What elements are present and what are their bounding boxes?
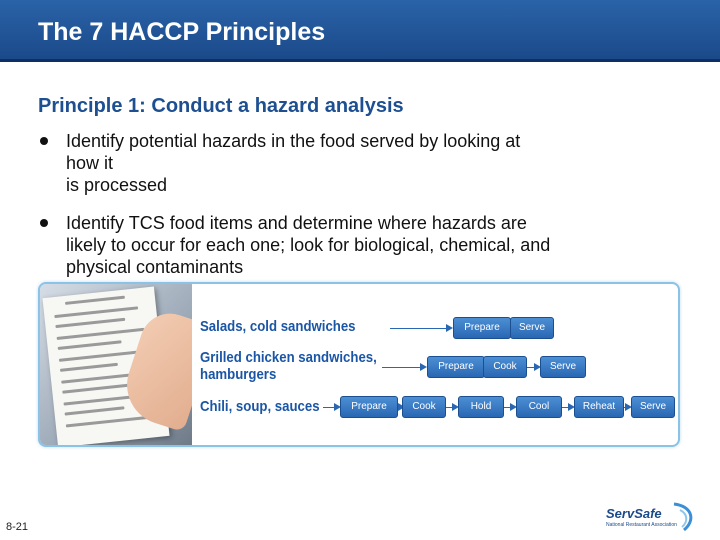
menu-line [55, 318, 125, 328]
flow-label-chili: Chili, soup, sauces [200, 398, 320, 415]
step-prepare: Prepare [453, 317, 511, 339]
step-serve: Serve [540, 356, 586, 378]
menu-line [57, 328, 145, 340]
bullet-dot-icon [40, 219, 48, 227]
menu-line [66, 416, 150, 428]
step-cool: Cool [516, 396, 562, 418]
step-prepare: Prepare [427, 356, 485, 378]
title-bar [0, 0, 720, 62]
menu-line [59, 350, 141, 362]
step-serve: Serve [510, 317, 554, 339]
menu-line [54, 306, 138, 318]
step-serve: Serve [631, 396, 675, 418]
step-hold: Hold [458, 396, 504, 418]
menu-photo-image [40, 284, 192, 445]
servsafe-logo [604, 500, 696, 534]
flow-arrow [390, 328, 446, 329]
step-cook: Cook [483, 356, 527, 378]
slide-title: The 7 HACCP Principles [38, 18, 326, 46]
step-prepare: Prepare [340, 396, 398, 418]
menu-line [65, 406, 125, 415]
flow-diagram-panel [38, 282, 680, 447]
arrow-head-icon [446, 324, 453, 332]
flow-label-grilled: Grilled chicken sandwiches, hamburgers [200, 349, 377, 383]
bullet-list-container [40, 130, 680, 282]
bullet-text-1: Identify potential hazards in the food served by looking at how it is processed [66, 131, 521, 195]
menu-line [65, 296, 125, 305]
bullet-text-2: Identify TCS food items and determine where hazards are likely to occur for each one; look for biological, chemical, and physical contaminants [66, 213, 551, 277]
step-cook: Cook [402, 396, 446, 418]
bullet-item-2 [40, 212, 680, 278]
bullet-list [40, 130, 680, 278]
principle-heading: Principle 1: Conduct a hazard analysis [38, 95, 404, 117]
logo-wordmark: ServSafe [606, 506, 662, 521]
flow-arrow [382, 367, 420, 368]
slide-number: 8-21 [6, 521, 29, 533]
bullet-item-1 [40, 130, 680, 196]
logo-tagline: National Restaurant Association [606, 522, 677, 528]
bullet-dot-icon [40, 137, 48, 145]
flow-label-salads: Salads, cold sandwiches [200, 318, 356, 335]
menu-line [58, 340, 122, 350]
arrow-head-icon [420, 363, 427, 371]
menu-line [62, 384, 128, 394]
menu-line [60, 363, 118, 372]
step-reheat: Reheat [574, 396, 624, 418]
